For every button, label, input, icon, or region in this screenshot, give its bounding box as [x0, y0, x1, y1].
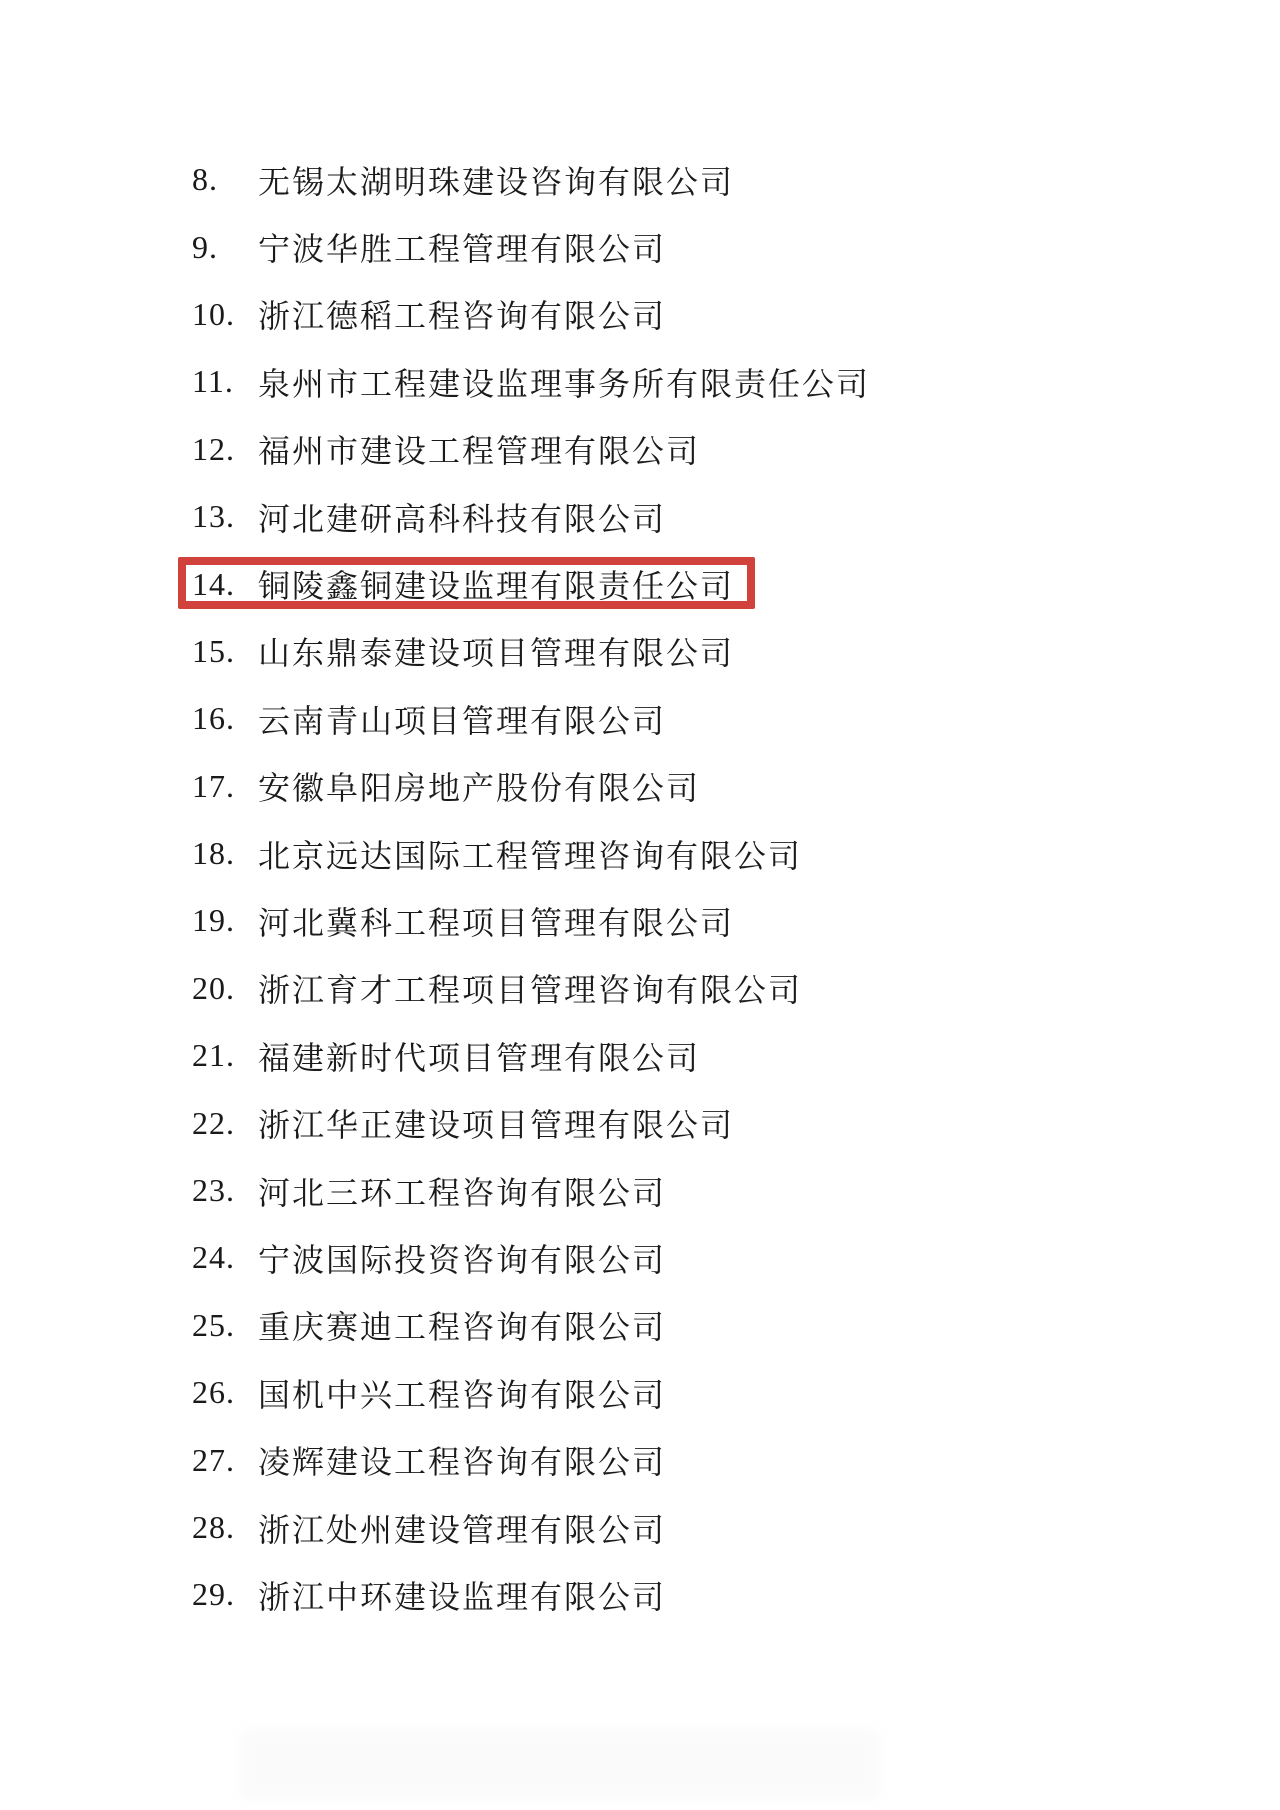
company-name: 福州市建设工程管理有限公司 — [258, 433, 701, 470]
list-item — [0, 820, 1280, 887]
list-item-number: 15. — [192, 632, 235, 669]
company-name: 凌辉建设工程咨询有限公司 — [258, 1444, 667, 1481]
list-item — [0, 887, 1280, 954]
company-name: 无锡太湖明珠建设咨询有限公司 — [258, 163, 735, 200]
list-item-number: 29. — [192, 1576, 235, 1613]
list-item — [0, 1022, 1280, 1089]
list-item — [0, 146, 1280, 213]
list-item — [0, 550, 1280, 617]
company-name: 国机中兴工程咨询有限公司 — [258, 1376, 667, 1413]
company-name: 云南青山项目管理有限公司 — [258, 702, 667, 739]
list-item — [0, 483, 1280, 550]
list-item-number: 23. — [192, 1172, 235, 1209]
list-item — [0, 618, 1280, 685]
list-item-number: 22. — [192, 1104, 235, 1141]
company-name: 福建新时代项目管理有限公司 — [258, 1039, 701, 1076]
list-item — [0, 1359, 1280, 1426]
company-name: 浙江处州建设管理有限公司 — [258, 1511, 667, 1548]
list-item-number: 28. — [192, 1509, 235, 1545]
list-item — [0, 685, 1280, 752]
scan-bleed-artifact — [240, 1730, 880, 1800]
list-item-number: 20. — [192, 969, 235, 1006]
list-item — [0, 348, 1280, 415]
list-item — [0, 1494, 1280, 1561]
company-name: 山东鼎泰建设项目管理有限公司 — [258, 635, 735, 672]
list-item-number: 27. — [192, 1441, 235, 1478]
company-name: 浙江德稻工程咨询有限公司 — [258, 298, 667, 335]
company-name: 浙江中环建设监理有限公司 — [258, 1578, 667, 1615]
list-item — [0, 955, 1280, 1022]
list-item — [0, 1561, 1280, 1628]
list-item-number: 17. — [192, 767, 235, 804]
company-list — [0, 146, 1280, 1629]
list-item-number: 16. — [192, 700, 235, 737]
company-name: 安徽阜阳房地产股份有限公司 — [258, 770, 701, 807]
list-item-number: 10. — [192, 295, 235, 332]
list-item-number: 19. — [192, 902, 235, 939]
list-item — [0, 213, 1280, 280]
company-name: 宁波华胜工程管理有限公司 — [258, 231, 667, 268]
company-name: 浙江华正建设项目管理有限公司 — [258, 1107, 735, 1144]
list-item — [0, 1224, 1280, 1291]
list-item — [0, 753, 1280, 820]
list-item-number: 8. — [192, 161, 218, 198]
list-item-number: 12. — [192, 430, 235, 467]
company-name: 河北冀科工程项目管理有限公司 — [258, 904, 735, 941]
company-name: 重庆赛迪工程咨询有限公司 — [258, 1309, 667, 1346]
company-name: 浙江育才工程项目管理咨询有限公司 — [258, 972, 803, 1009]
company-name: 北京远达国际工程管理咨询有限公司 — [258, 837, 803, 874]
list-item-number: 26. — [192, 1374, 235, 1411]
list-item-number: 14. — [192, 565, 235, 602]
list-item-number: 18. — [192, 835, 235, 872]
list-item — [0, 1426, 1280, 1493]
list-item — [0, 1089, 1280, 1156]
list-item — [0, 1157, 1280, 1224]
list-item-number: 13. — [192, 498, 235, 535]
list-item-number: 11. — [192, 363, 234, 400]
company-name: 河北三环工程咨询有限公司 — [258, 1174, 667, 1211]
company-name: 铜陵鑫铜建设监理有限责任公司 — [258, 568, 735, 605]
list-item-number: 24. — [192, 1239, 235, 1276]
company-name: 泉州市工程建设监理事务所有限责任公司 — [258, 365, 871, 402]
list-item — [0, 1292, 1280, 1359]
list-item-number: 9. — [192, 228, 218, 265]
list-item — [0, 416, 1280, 483]
list-item-number: 25. — [192, 1306, 235, 1343]
list-item — [0, 281, 1280, 348]
company-name: 宁波国际投资咨询有限公司 — [258, 1241, 667, 1278]
list-item-number: 21. — [192, 1037, 235, 1074]
company-name: 河北建研高科科技有限公司 — [258, 500, 667, 537]
